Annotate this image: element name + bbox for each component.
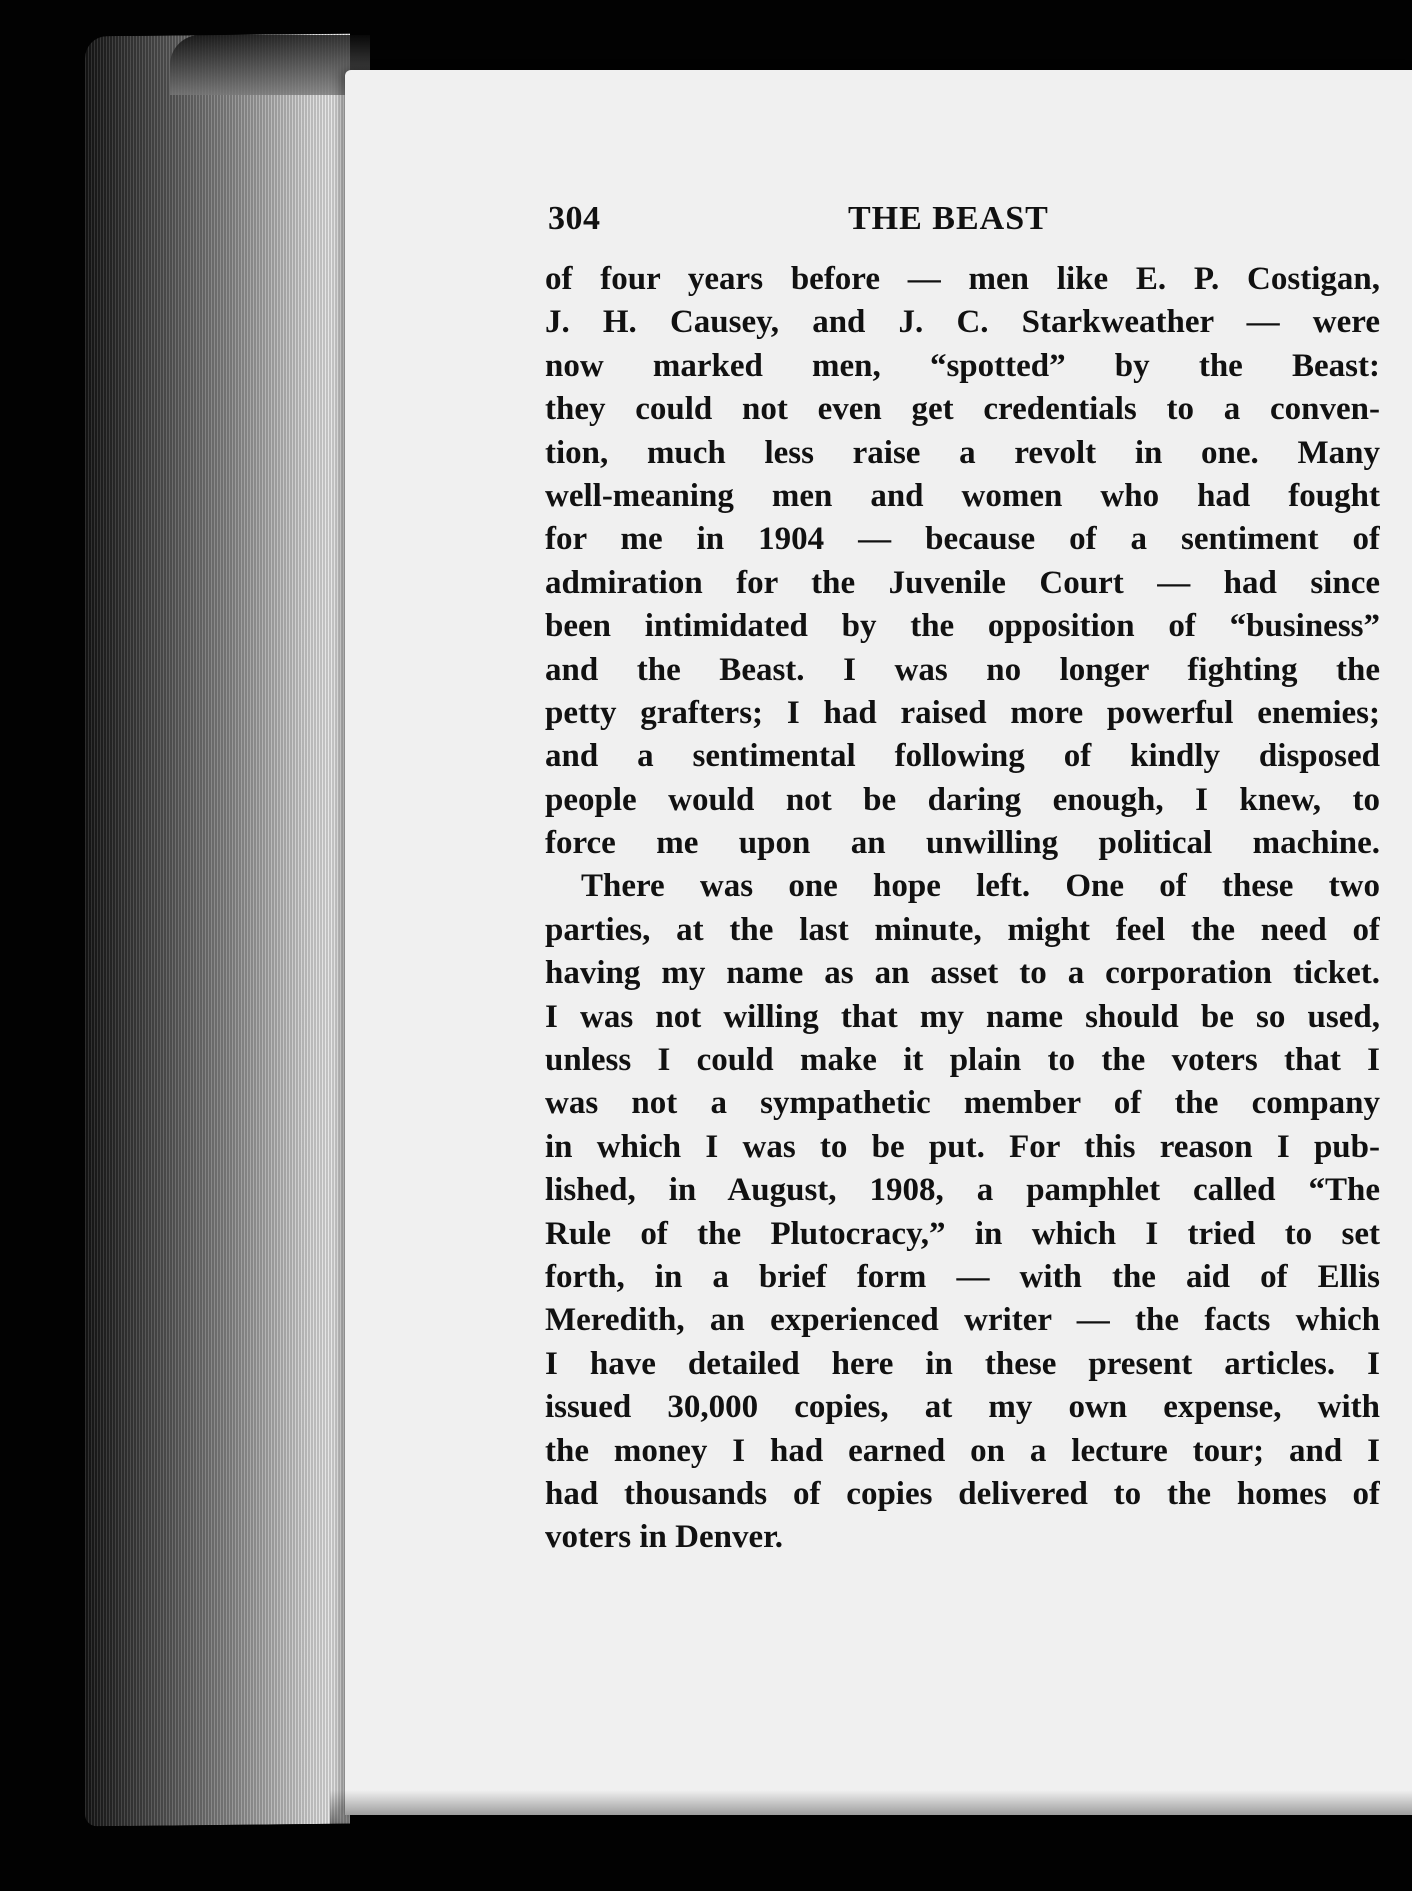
- text-line: for me in 1904 — because of a sentiment of: [545, 521, 1380, 558]
- text-line: issued 30,000 copies, at my own expense, with: [545, 1389, 1380, 1426]
- text-line: force me upon an unwilling political machine.: [545, 825, 1380, 862]
- page-number: 304: [548, 200, 601, 237]
- text-line: I have detailed here in these present articles. I: [545, 1345, 1380, 1382]
- text-line: Rule of the Plutocracy,” in which I tried to set: [545, 1215, 1380, 1252]
- text-line: J. H. Causey, and J. C. Starkweather — were: [545, 304, 1380, 341]
- text-line: now marked men, “spotted” by the Beast:: [545, 347, 1380, 384]
- text-line: Meredith, an experienced writer — the facts which: [545, 1302, 1380, 1339]
- text-line: tion, much less raise a revolt in one. Many: [545, 434, 1380, 471]
- text-line: and the Beast. I was no longer fighting the: [545, 651, 1380, 688]
- book-page-edges: [85, 34, 350, 1827]
- paragraph-2: [545, 865, 1380, 1559]
- text-line: in which I was to be put. For this reason I pub-: [545, 1128, 1380, 1165]
- running-head: [548, 200, 1088, 250]
- text-line: and a sentimental following of kindly disposed: [545, 738, 1380, 775]
- text-line: of four years before — men like E. P. Costigan,: [545, 261, 1380, 297]
- text-line: voters in Denver.: [545, 1519, 783, 1556]
- text-line: lished, in August, 1908, a pamphlet called “The: [545, 1172, 1380, 1209]
- page-bottom-shadow: [330, 1790, 1412, 1830]
- book-page-edges-top: [170, 35, 370, 95]
- text-line: There was one hope left. One of these two: [581, 868, 1380, 905]
- text-line: had thousands of copies delivered to the homes of: [545, 1475, 1380, 1512]
- text-line: forth, in a brief form — with the aid of Ellis: [545, 1258, 1380, 1295]
- text-line: people would not be daring enough, I knew, to: [545, 781, 1380, 818]
- text-line: been intimidated by the opposition of “business”: [545, 608, 1380, 645]
- text-line: unless I could make it plain to the voters that I: [545, 1042, 1380, 1079]
- text-line: admiration for the Juvenile Court — had since: [545, 564, 1380, 601]
- text-line: the money I had earned on a lecture tour; and I: [545, 1432, 1380, 1469]
- body-text: [545, 258, 1380, 1560]
- text-line: petty grafters; I had raised more powerful enemies;: [545, 694, 1380, 731]
- paragraph-1: [545, 258, 1380, 865]
- running-title: THE BEAST: [848, 200, 1049, 237]
- text-line: was not a sympathetic member of the company: [545, 1085, 1380, 1122]
- text-line: they could not even get credentials to a conven-: [545, 391, 1380, 428]
- text-line: parties, at the last minute, might feel the need of: [545, 911, 1380, 948]
- text-line: well-meaning men and women who had fought: [545, 477, 1380, 514]
- text-line: having my name as an asset to a corporation ticket.: [545, 955, 1380, 992]
- text-line: I was not willing that my name should be so used,: [545, 998, 1380, 1035]
